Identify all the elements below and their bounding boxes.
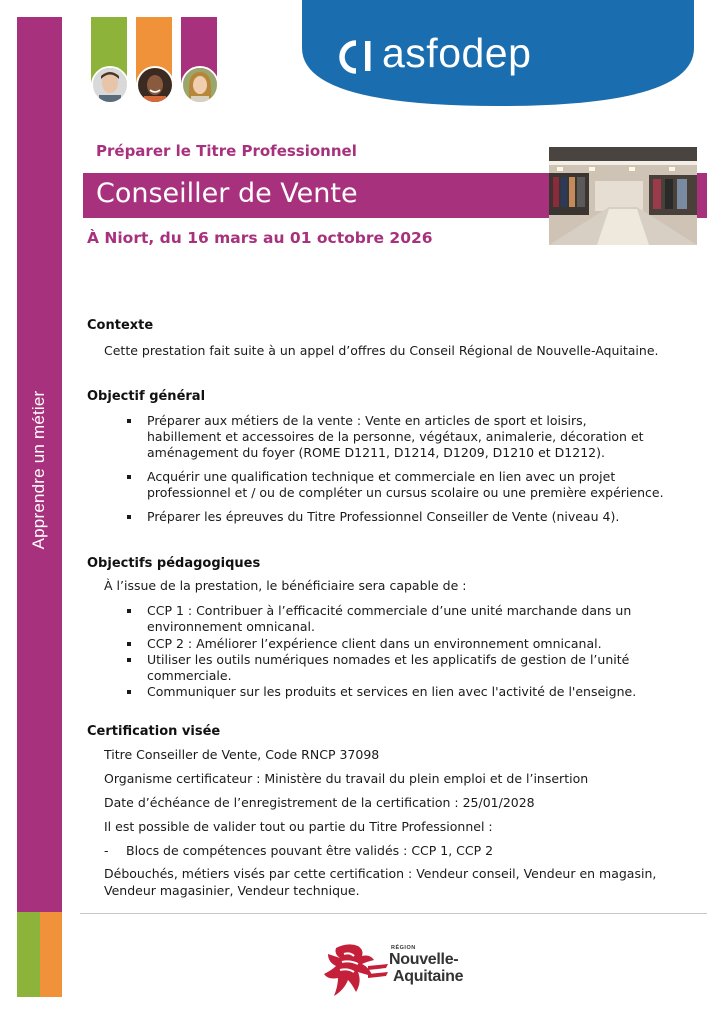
stripe-green bbox=[17, 912, 40, 997]
region-name-line-1: Nouvelle- bbox=[389, 951, 459, 968]
page-title: Conseiller de Vente bbox=[96, 178, 358, 209]
bullet-line: CCP 1 : Contribuer à l’efficacité commerciale d’une unité marchande dans un bbox=[147, 603, 632, 618]
bullet-line: commerciale. bbox=[147, 668, 232, 683]
bullet-line: Communiquer sur les produits et services en lien avec l'activité de l'enseigne. bbox=[147, 684, 637, 699]
certification-debouches-2: Vendeur magasinier, Vendeur technique. bbox=[104, 883, 360, 898]
bullet-square bbox=[127, 658, 131, 662]
side-vertical-text: Apprendre un métier bbox=[29, 390, 48, 550]
objectif-bullet-3 bbox=[147, 509, 707, 525]
pedagogique-bullet-4 bbox=[147, 684, 707, 700]
certification-line-1: Titre Conseiller de Vente, Code RNCP 37098 bbox=[104, 747, 380, 762]
objectif-bullet-1 bbox=[147, 413, 707, 461]
certification-line-2: Organisme certificateur : Ministère du travail du plein emploi et de l’insertion bbox=[104, 771, 589, 786]
objectif-bullet-2 bbox=[147, 469, 707, 501]
region-small-label: RÉGION bbox=[391, 945, 416, 951]
bullet-line: CCP 2 : Améliorer l’expérience client dans un environnement omnicanal. bbox=[147, 636, 602, 651]
heading-contexte: Contexte bbox=[87, 318, 154, 333]
bullet-line: habillement et accessoires de la personne, végétaux, animalerie, décoration et bbox=[147, 429, 644, 444]
certification-line-4: Il est possible de valider tout ou partie du Titre Professionnel : bbox=[104, 819, 493, 834]
heading-objectif-general: Objectif général bbox=[87, 389, 206, 404]
heading-certification: Certification visée bbox=[87, 724, 221, 739]
bullet-line: Acquérir une qualification technique et commerciale en lien avec un projet bbox=[147, 469, 616, 484]
bullet-line: Préparer les épreuves du Titre Professionnel Conseiller de Vente (niveau 4). bbox=[147, 509, 620, 524]
bullet-square bbox=[127, 515, 131, 519]
bullet-line: Préparer aux métiers de la vente : Vente en articles de sport et loisirs, bbox=[147, 413, 587, 428]
bullet-line: aménagement du foyer (ROME D1211, D1214, D1209, D1210 et D1212). bbox=[147, 445, 605, 460]
pedagogiques-intro: À l’issue de la prestation, le bénéficiaire sera capable de : bbox=[104, 578, 467, 593]
certification-debouches-1: Débouchés, métiers visés par cette certification : Vendeur conseil, Vendeur en magasin, bbox=[104, 866, 657, 881]
lion-emblem-icon bbox=[322, 940, 392, 998]
bullet-square bbox=[127, 475, 131, 479]
dash-marker: - bbox=[104, 843, 109, 858]
logo-wordmark: asfodep bbox=[382, 30, 532, 76]
bullet-square bbox=[127, 609, 131, 613]
portrait-man bbox=[91, 66, 129, 104]
pre-title: Préparer le Titre Professionnel bbox=[96, 142, 357, 160]
footer-divider bbox=[80, 913, 707, 914]
store-photo bbox=[549, 147, 697, 245]
side-band-stripes bbox=[17, 912, 62, 997]
bullet-square bbox=[127, 419, 131, 423]
pedagogique-bullet-1 bbox=[147, 603, 707, 635]
portrait-woman-1 bbox=[136, 66, 174, 104]
bullet-line: environnement omnicanal. bbox=[147, 619, 315, 634]
region-name-line-2: Aquitaine bbox=[393, 968, 464, 985]
bullet-line: Utiliser les outils numériques nomades et les applicatifs de gestion de l’unité bbox=[147, 652, 630, 667]
pedagogique-bullet-3 bbox=[147, 652, 707, 684]
header-portraits bbox=[91, 17, 217, 104]
pedagogique-bullet-2 bbox=[147, 636, 707, 652]
location-dates: À Niort, du 16 mars au 01 octobre 2026 bbox=[87, 229, 433, 247]
portrait-woman-2 bbox=[181, 66, 219, 104]
bullet-square bbox=[127, 642, 131, 646]
stripe-orange bbox=[40, 912, 63, 997]
dash-item-text: Blocs de compétences pouvant être validés : CCP 1, CCP 2 bbox=[126, 843, 494, 858]
certification-dash-item bbox=[104, 843, 493, 859]
asfodep-logo bbox=[302, 0, 694, 106]
certification-line-3: Date d’échéance de l’enregistrement de la certification : 25/01/2028 bbox=[104, 795, 535, 810]
bullet-square bbox=[127, 690, 131, 694]
contexte-text: Cette prestation fait suite à un appel d’offres du Conseil Régional de Nouvelle-Aquitaine. bbox=[104, 343, 659, 358]
asfodep-mark-icon bbox=[330, 38, 376, 74]
heading-objectifs-pedagogiques: Objectifs pédagogiques bbox=[87, 556, 261, 571]
bullet-line: professionnel et / ou de compléter un cursus scolaire ou une première expérience. bbox=[147, 485, 664, 500]
